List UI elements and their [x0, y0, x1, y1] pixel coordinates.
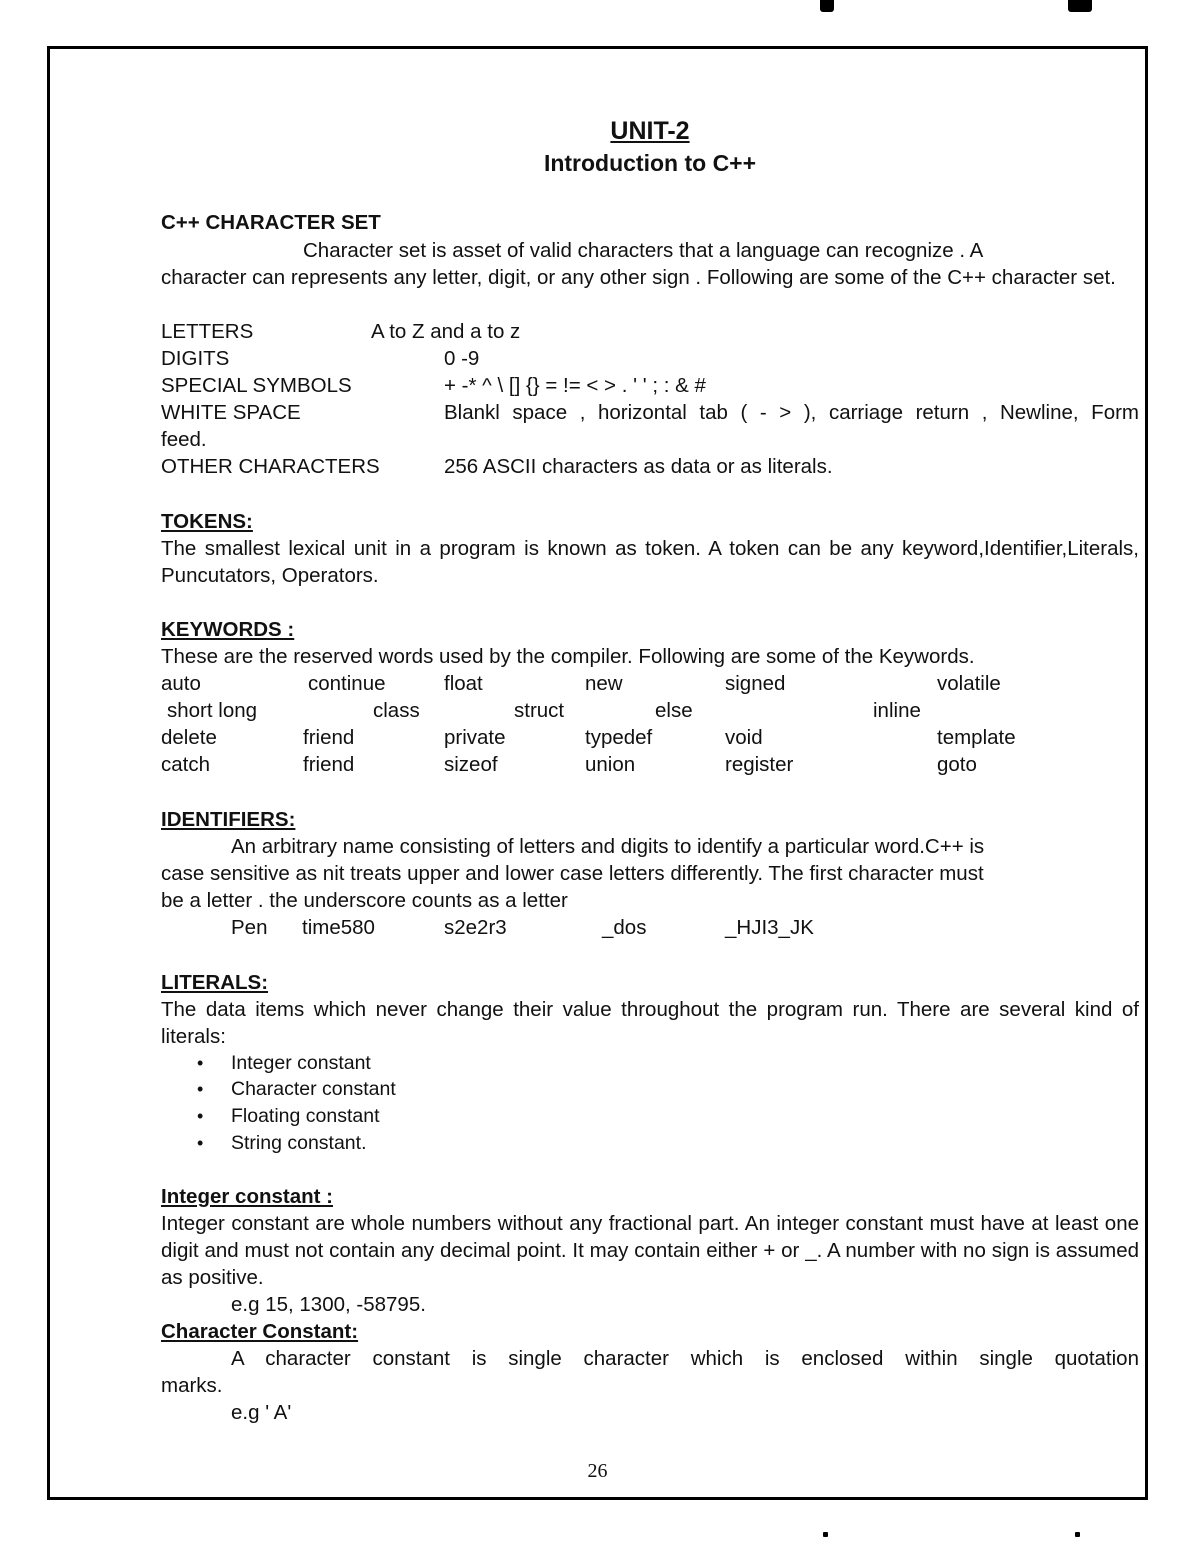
- identifiers-line3: be a letter . the underscore counts as a letter: [161, 889, 568, 912]
- keyword: signed: [725, 672, 786, 695]
- charset-value-special: + -* ^ \ [] {} = != < > . ' ' ; : & #: [444, 374, 706, 397]
- charset-value-digits: 0 -9: [444, 347, 480, 370]
- list-item: • String constant.: [231, 1130, 367, 1157]
- literals-text: The data items which never change their value throughout the program run. There are several kind of literals:: [161, 998, 1139, 1048]
- keyword: typedef: [585, 726, 653, 749]
- tokens-heading: TOKENS:: [161, 510, 253, 533]
- identifier-example: Pen: [231, 916, 268, 939]
- keyword: continue: [308, 672, 386, 695]
- keyword: friend: [303, 726, 355, 749]
- keyword: volatile: [937, 672, 1001, 695]
- keyword: template: [937, 726, 1016, 749]
- page-frame: [47, 46, 1148, 1500]
- keyword: void: [725, 726, 763, 749]
- keywords-heading: KEYWORDS :: [161, 618, 295, 641]
- unit-title: UNIT-2: [610, 117, 690, 145]
- charset-value-whitespace: Blankl space , horizontal tab ( - > ), carriage return , Newline, Form: [444, 401, 1139, 424]
- identifiers-heading: IDENTIFIERS:: [161, 808, 296, 831]
- character-constant-example: e.g ' A': [231, 1401, 292, 1424]
- identifier-example: s2e2r3: [444, 916, 507, 939]
- identifier-example: _dos: [602, 916, 647, 939]
- keyword: private: [444, 726, 506, 749]
- identifiers-line1: An arbitrary name consisting of letters and digits to identify a particular word.C++ is: [231, 835, 985, 858]
- keyword: catch: [161, 753, 210, 776]
- keyword: delete: [161, 726, 217, 749]
- stray-dot: [823, 1532, 828, 1537]
- keyword: inline: [873, 699, 921, 722]
- keyword: class: [373, 699, 420, 722]
- charset-intro-first: Character set is asset of valid characters that a language can recognize . A: [303, 239, 984, 262]
- charset-label-letters: LETTERS: [161, 320, 254, 343]
- identifier-example: time580: [302, 916, 375, 939]
- integer-constant-example: e.g 15, 1300, -58795.: [231, 1293, 426, 1316]
- page-number: 26: [587, 1460, 608, 1482]
- identifier-example: _HJI3_JK: [725, 916, 814, 939]
- keyword: union: [585, 753, 636, 776]
- charset-heading: C++ CHARACTER SET: [161, 211, 381, 234]
- page-subtitle: Introduction to C++: [543, 150, 757, 176]
- charset-value-letters: A to Z and a to z: [371, 320, 521, 343]
- literals-heading: LITERALS:: [161, 971, 269, 994]
- charset-intro-rest: character can represents any letter, digit, or any other sign . Following are some of the C++ character set.: [161, 266, 1116, 289]
- keyword: struct: [514, 699, 565, 722]
- character-constant-heading: Character Constant:: [161, 1320, 359, 1343]
- integer-constant-text: Integer constant are whole numbers without any fractional part. An integer constant must have at least one digit and must not contain any decimal point. It may contain either + or _. A number with no sign is assumed as positive.: [161, 1212, 1139, 1289]
- charset-label-other: OTHER CHARACTERS: [161, 455, 380, 478]
- keyword: register: [725, 753, 794, 776]
- charset-value-other: 256 ASCII characters as data or as literals.: [444, 455, 833, 478]
- character-constant-text-first: A character constant is single character which is enclosed within single quotation: [231, 1347, 1139, 1370]
- clipped-header-fragment: [820, 0, 1120, 14]
- keyword: friend: [303, 753, 355, 776]
- charset-label-whitespace: WHITE SPACE: [161, 401, 301, 424]
- integer-constant-heading: Integer constant :: [161, 1185, 333, 1208]
- identifiers-line2: case sensitive as nit treats upper and lower case letters differently. The first character must: [161, 862, 984, 885]
- keyword: sizeof: [444, 753, 498, 776]
- charset-label-digits: DIGITS: [161, 347, 230, 370]
- list-item: • Character constant: [231, 1076, 396, 1103]
- list-item: • Integer constant: [231, 1050, 371, 1077]
- keyword: short long: [167, 699, 258, 722]
- charset-label-special: SPECIAL SYMBOLS: [161, 374, 352, 397]
- list-item: • Floating constant: [231, 1103, 380, 1130]
- keyword: auto: [161, 672, 201, 695]
- stray-dot: [1075, 1532, 1080, 1537]
- keyword: new: [585, 672, 623, 695]
- keywords-intro: These are the reserved words used by the compiler. Following are some of the Keywords.: [161, 645, 975, 668]
- keyword: goto: [937, 753, 977, 776]
- tokens-text: The smallest lexical unit in a program is known as token. A token can be any keyword,Identifier,Literals, Puncutators, Operators.: [161, 537, 1139, 587]
- charset-whitespace-continued: feed.: [161, 428, 207, 451]
- character-constant-text-rest: marks.: [161, 1374, 223, 1397]
- keyword: float: [444, 672, 483, 695]
- keyword: else: [655, 699, 693, 722]
